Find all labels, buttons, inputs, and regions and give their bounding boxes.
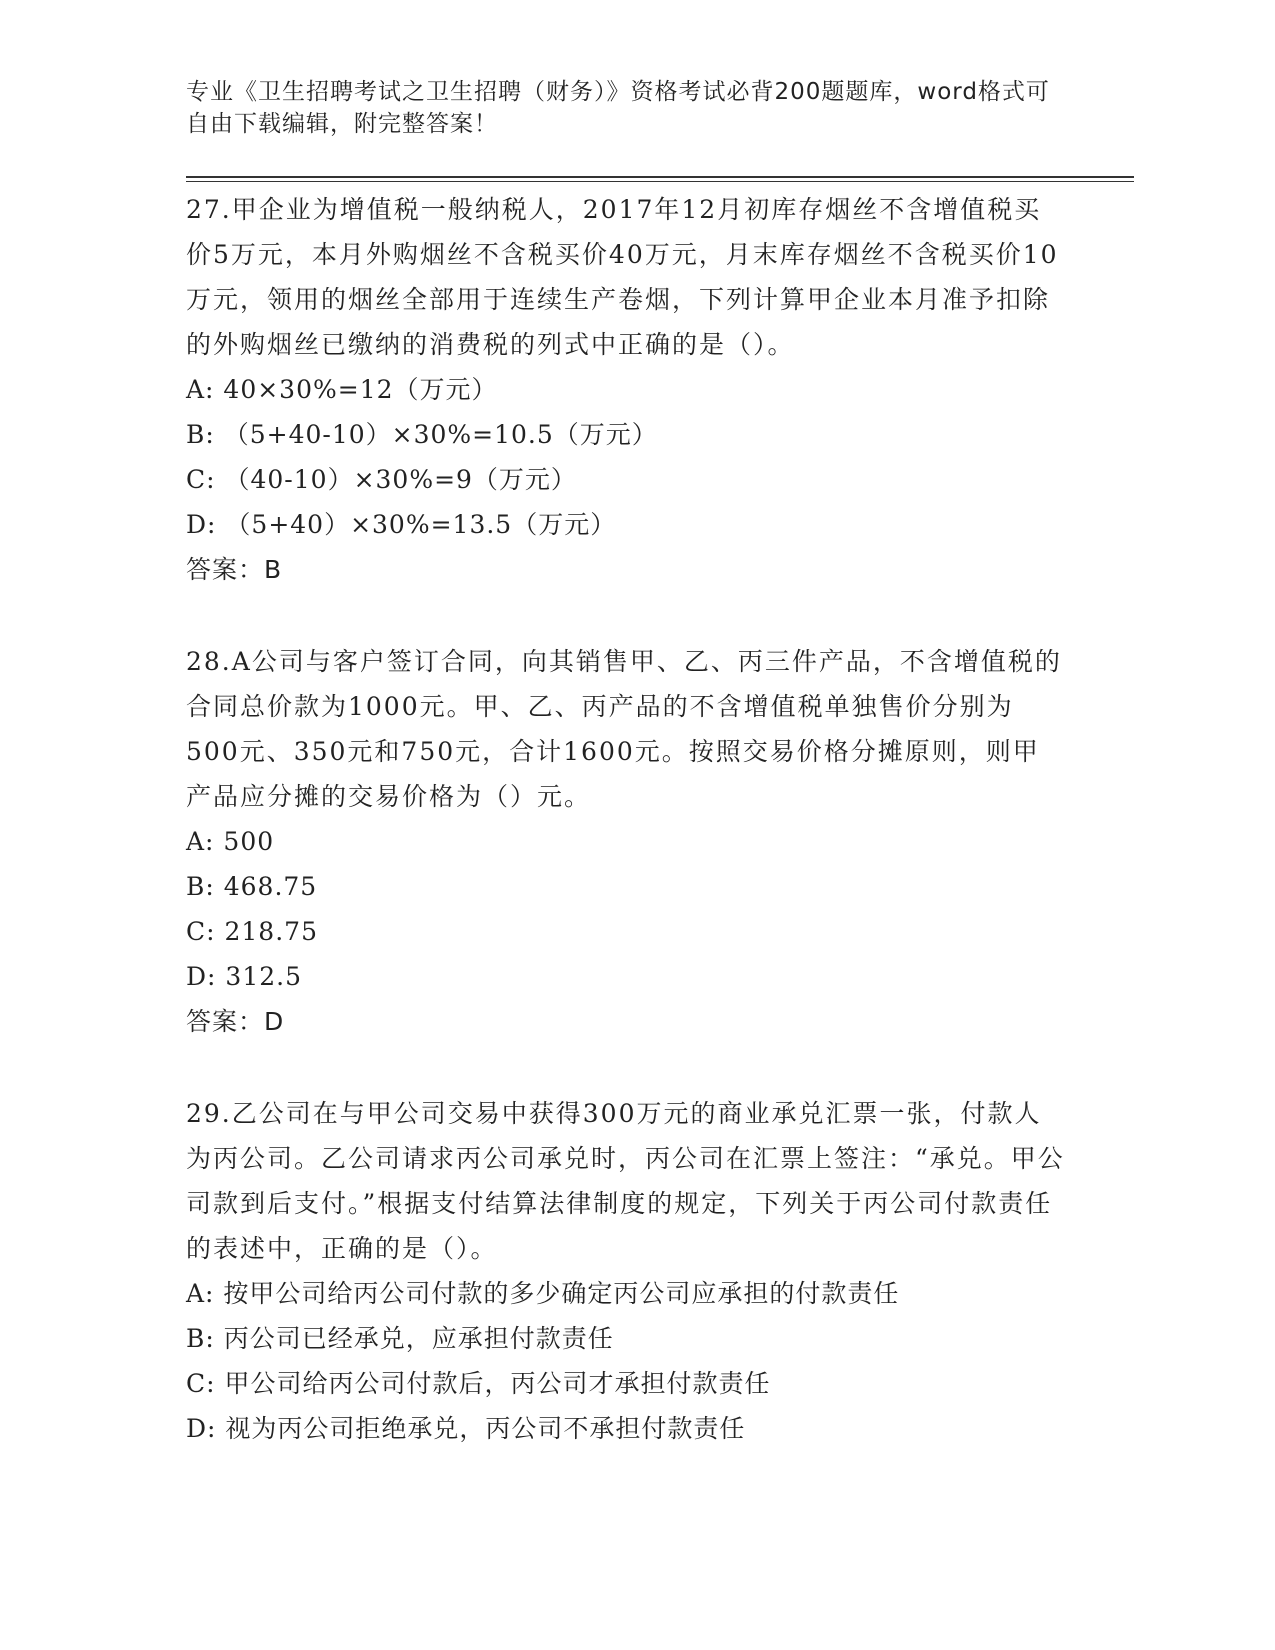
question-27 bbox=[186, 187, 1066, 592]
document-header: 专业《卫生招聘考试之卫生招聘（财务）》资格考试必背200题题库，word格式可自由下载编辑，附完整答案！ bbox=[186, 79, 1050, 137]
question-28 bbox=[186, 639, 1066, 1044]
option-a: A: 500 bbox=[186, 827, 275, 856]
option-c: C: （40-10）×30%=9（万元） bbox=[186, 465, 577, 494]
answer-line: 答案：B bbox=[186, 555, 283, 584]
question-stem: 27.甲企业为增值税一般纳税人，2017年12月初库存烟丝不含增值税买价5万元，本月外购烟丝不含税买价40万元，月末库存烟丝不含税买价10万元，领用的烟丝全部用于连续生产卷烟，下列计算甲企业本月准予扣除的外购烟丝已缴纳的消费税的列式中正确的是（）。 bbox=[186, 195, 1059, 359]
option-c: C: 甲公司给丙公司付款后，丙公司才承担付款责任 bbox=[186, 1369, 771, 1398]
option-b: B: 468.75 bbox=[186, 872, 318, 901]
answer-line: 答案：D bbox=[186, 1007, 285, 1036]
option-c: C: 218.75 bbox=[186, 917, 318, 946]
header-divider-thin bbox=[186, 181, 1134, 182]
option-a: A: 40×30%=12（万元） bbox=[186, 375, 498, 404]
option-d: D: 视为丙公司拒绝承兑，丙公司不承担付款责任 bbox=[186, 1414, 746, 1443]
option-a: A: 按甲公司给丙公司付款的多少确定丙公司应承担的付款责任 bbox=[186, 1279, 900, 1308]
question-stem: 28.A公司与客户签订合同，向其销售甲、乙、丙三件产品，不含增值税的合同总价款为1000元。甲、乙、丙产品的不含增值税单独售价分别为500元、350元和750元，合计1600元。按照交易价格分摊原则，则甲产品应分摊的交易价格为（）元。 bbox=[186, 647, 1062, 811]
option-b: B: 丙公司已经承兑，应承担付款责任 bbox=[186, 1324, 614, 1353]
question-stem: 29.乙公司在与甲公司交易中获得300万元的商业承兑汇票一张，付款人为丙公司。乙公司请求丙公司承兑时，丙公司在汇票上签注：“承兑。甲公司款到后支付。”根据支付结算法律制度的规定，下列关于丙公司付款责任的表述中，正确的是（）。 bbox=[186, 1099, 1065, 1263]
question-29 bbox=[186, 1091, 1066, 1451]
option-d: D: 312.5 bbox=[186, 962, 302, 991]
header-divider-thick bbox=[186, 176, 1134, 178]
option-d: D: （5+40）×30%=13.5（万元） bbox=[186, 510, 617, 539]
option-b: B: （5+40-10）×30%=10.5（万元） bbox=[186, 420, 658, 449]
